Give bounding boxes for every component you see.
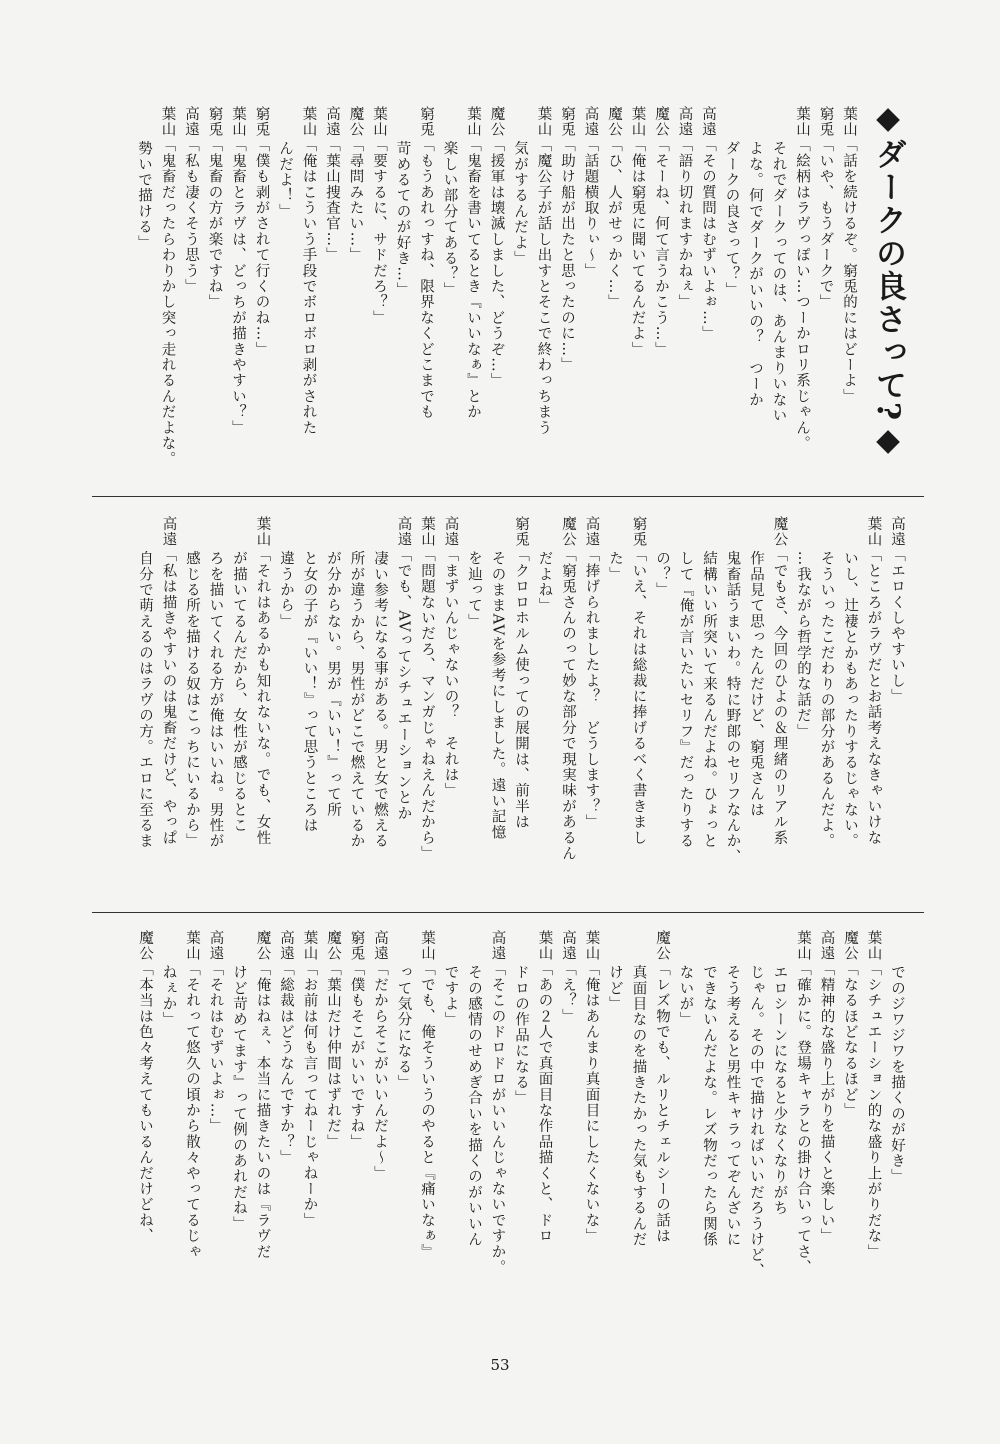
speaker-name: 高遠: [818, 930, 835, 962]
dialogue-line: [368, 516, 392, 892]
dialogue-block-top: [108, 106, 860, 486]
dialogue-line: [767, 930, 791, 1306]
dialogue-text: ろを描いてくれる方が俺はいいね。男性が: [207, 550, 224, 850]
dialogue-text: を辿って」: [466, 550, 482, 630]
dialogue-text: 「それはむずいよぉ…」: [207, 961, 224, 1135]
dialogue-text: 「語り切れますかねぇ」: [676, 137, 693, 311]
dialogue-text: 「尋問みたい…」: [347, 137, 364, 264]
dialogue-line: [415, 930, 439, 1306]
speaker-name: 高遠: [582, 106, 599, 138]
dialogue-text: 「葉山捜査官…」: [324, 137, 340, 264]
dialogue-text: が描いてるんだから、女性が感じるとこ: [231, 550, 247, 834]
speaker-name: 葉山: [865, 516, 882, 548]
speaker-name: 葉山: [184, 930, 200, 962]
dialogue-line: [156, 516, 180, 892]
dialogue-text: 「お前は何も言ってねーじゃねーか」: [301, 961, 318, 1229]
dialogue-text: 「確かに。登場キャラとの掛け合いってさ、: [795, 961, 811, 1276]
dialogue-line: [603, 930, 627, 1306]
speaker-name: 魔公: [488, 106, 505, 138]
speaker-name: 魔公: [653, 106, 669, 138]
dialogue-text: ダークの良さって？」: [723, 140, 740, 298]
dialogue-text: いし、辻褄とかもあったりするじゃない。: [842, 550, 858, 850]
speaker-name: 高遠: [560, 930, 576, 962]
dialogue-text: 違うから」: [278, 550, 294, 630]
speaker-name: 葉山: [536, 930, 553, 962]
dialogue-text: 所が違うから、男性がどこで燃えているか: [348, 550, 365, 850]
dialogue-line: [673, 516, 697, 892]
speaker-name: 高遠: [676, 106, 693, 138]
speaker-name: 高遠: [395, 516, 412, 548]
dialogue-line: [861, 930, 885, 1306]
dialogue-line: [649, 106, 673, 486]
dialogue-line: [885, 930, 909, 1306]
dialogue-line: [227, 516, 251, 892]
dialogue-line: [296, 106, 320, 486]
dialogue-line: [626, 930, 650, 1306]
dialogue-text: 「でも、AVってシチュエーションとか: [395, 547, 412, 822]
dialogue-line: [437, 106, 461, 486]
dialogue-text: 「総裁はどうなんですか？」: [278, 961, 294, 1166]
dialogue-text: 「鬼畜の方が楽ですね」: [206, 137, 223, 311]
speaker-name: 葉山: [465, 106, 481, 138]
speaker-name: 高遠: [278, 930, 294, 962]
dialogue-text: 自分で萌えるのはラヴの方。エロに至るま: [137, 550, 153, 850]
dialogue-text: が分からない。男が『いい！』って所: [325, 550, 341, 818]
dialogue-text: ですよ」: [442, 964, 459, 1028]
divider-line: [92, 912, 924, 913]
dialogue-text: 「でも、俺そういうのやると『痛いなぁ』: [419, 961, 435, 1260]
dialogue-line: [391, 930, 415, 1306]
dialogue-text: その感情のせめぎ合いを描くのがいいん: [466, 964, 482, 1248]
speaker-name: 窮兎: [206, 106, 223, 138]
dialogue-line: [743, 106, 767, 486]
dialogue-line: [603, 516, 627, 892]
dialogue-line: [650, 516, 674, 892]
dialogue-line: [719, 106, 743, 486]
dialogue-text: 「あの２人で真面目な作品描くと、ドロ: [536, 961, 553, 1245]
dialogue-line: [697, 516, 721, 892]
dialogue-text: 「シチュエーション的な盛り上がりだな」: [865, 961, 882, 1260]
dialogue-line: [578, 106, 602, 486]
dialogue-text: 「問題ないだろ、マンガじゃねえんだから」: [419, 547, 435, 862]
dialogue-text: 「でもさ、今回のひよの＆理緒のリアル系: [771, 547, 788, 846]
dialogue-line: [720, 930, 744, 1306]
dialogue-text: 「それはあるかも知れないな。でも、女性: [254, 547, 271, 846]
dialogue-text: 鬼畜話うまいわ。特に野郎のセリフなんか、: [724, 550, 741, 865]
speaker-name: 窮兎: [817, 106, 834, 138]
dialogue-text: 「その質問はむずいよぉ…」: [700, 137, 716, 342]
speaker-name: 魔公: [560, 516, 576, 548]
speaker-name: 高遠: [700, 106, 716, 138]
dialogue-line: [133, 516, 157, 892]
dialogue-text: んだよ！」: [277, 140, 293, 220]
speaker-name: 葉山: [629, 106, 646, 138]
dialogue-text: 「いえ、それは総裁に捧げるべく書きまし: [630, 547, 647, 846]
speaker-name: 葉山: [159, 106, 176, 138]
dialogue-text: 感じる所を描ける奴はこっちにいるから」: [184, 550, 200, 850]
dialogue-line: [202, 106, 226, 486]
speaker-name: 魔公: [347, 106, 364, 138]
dialogue-text: 「鬼畜とラヴは、どっちが描きやすい？」: [230, 137, 246, 436]
dialogue-line: [791, 930, 815, 1306]
dialogue-text: それでダークってのは、あんまりいない: [770, 140, 787, 424]
dialogue-line: [391, 516, 415, 892]
speaker-name: 魔公: [606, 106, 622, 138]
dialogue-text: 「そこのドロドロがいいんじゃないですか。: [489, 961, 506, 1276]
dialogue-line: [297, 930, 321, 1306]
dialogue-text: ドロの作品になる」: [513, 964, 529, 1107]
dialogue-line: [203, 516, 227, 892]
dialogue-line: [885, 516, 909, 892]
dialogue-text: 「鬼畜を書いてるとき『いいなぁ』とか: [465, 137, 481, 421]
speaker-name: 葉山: [795, 930, 811, 962]
speaker-name: 葉山: [794, 106, 810, 138]
dialogue-text: 「だからそこがいいんだよ〜」: [372, 961, 388, 1182]
dialogue-line: [297, 516, 321, 892]
page-number: 53: [490, 1356, 510, 1374]
dialogue-text: 「助け船が出たと思ったのに…」: [559, 137, 575, 373]
speaker-name: 魔公: [771, 516, 788, 548]
speaker-name: 魔公: [842, 930, 858, 962]
dialogue-line: [672, 106, 696, 486]
dialogue-text: 「いや、もうダークで」: [817, 137, 834, 311]
dialogue-text: だよね」: [536, 550, 553, 614]
dialogue-line: [555, 106, 579, 486]
speaker-name: 高遠: [324, 106, 340, 138]
dialogue-line: [203, 930, 227, 1306]
speaker-name: 葉山: [535, 106, 552, 138]
dialogue-line: [837, 106, 861, 486]
dialogue-text: 「葉山だけ仲間はずれだ」: [325, 961, 341, 1150]
dialogue-line: [390, 106, 414, 486]
speaker-name: 葉山: [841, 106, 857, 138]
dialogue-text: と女の子が『いい！』って思うところは: [301, 550, 318, 834]
dialogue-line: [766, 106, 790, 486]
dialogue-text: そういったこだわりの部分があるんだよ。: [818, 550, 835, 850]
dialogue-line: [791, 516, 815, 892]
speaker-name: 魔公: [654, 930, 670, 962]
dialogue-text: 「魔公子が話し出すとそこで終わっちまう: [535, 137, 552, 436]
dialogue-line: [720, 516, 744, 892]
dialogue-text: 「ひ、人がせっかく…」: [606, 137, 622, 311]
dialogue-line: [532, 930, 556, 1306]
dialogue-line: [813, 106, 837, 486]
dialogue-text: 「窮兎さんのって妙な部分で現実味があるん: [560, 547, 576, 862]
speaker-name: 窮兎: [348, 930, 365, 962]
dialogue-text: 「俺はあんまり真面目にしたくないな」: [583, 961, 600, 1245]
dialogue-text: 「エロくしやすいし」: [889, 547, 905, 705]
dialogue-line: [556, 930, 580, 1306]
dialogue-text: 「まずいんじゃないの？ それは」: [442, 547, 459, 799]
dialogue-text: 楽しい部分てある？」: [441, 140, 458, 298]
speaker-name: 高遠: [489, 930, 506, 962]
dialogue-line: [696, 106, 720, 486]
dialogue-line: [227, 930, 251, 1306]
dialogue-line: [485, 930, 509, 1306]
dialogue-line: [579, 516, 603, 892]
dialogue-line: [462, 516, 486, 892]
dialogue-text: ないが」: [677, 964, 694, 1028]
dialogue-text: エロシーンになると少なくなりがち: [771, 964, 788, 1216]
dialogue-text: けど苛めてます』って例のあれだね」: [231, 964, 247, 1232]
dialogue-line: [226, 106, 250, 486]
dialogue-line: [861, 516, 885, 892]
dialogue-line: [579, 930, 603, 1306]
speaker-name: 葉山: [300, 106, 317, 138]
dialogue-line: [790, 106, 814, 486]
speaker-name: 高遠: [372, 930, 388, 962]
speaker-name: 高遠: [442, 516, 459, 548]
dialogue-text: 「もうあれっすね、限界なくどこまでも: [418, 137, 434, 421]
dialogue-line: [273, 106, 297, 486]
dialogue-line: [602, 106, 626, 486]
dialogue-text: 「それって悠久の頃から散々やってるじゃ: [184, 961, 200, 1260]
dialogue-text: 凄い参考になる事がある。男と女で燃える: [372, 550, 388, 850]
dialogue-line: [180, 516, 204, 892]
dialogue-line: [509, 930, 533, 1306]
speaker-name: 高遠: [583, 516, 600, 548]
dialogue-text: 「要するに、サドだろ？」: [371, 137, 387, 326]
dialogue-text: 「ところがラヴだとお話考えなきゃいけな: [865, 547, 882, 846]
dialogue-text: 「鬼畜だったらわりかし突っ走れるんだよな。: [159, 137, 176, 468]
speaker-name: 窮兎: [559, 106, 575, 138]
speaker-name: 魔公: [325, 930, 341, 962]
dialogue-line: [697, 930, 721, 1306]
dialogue-block-bottom: [108, 930, 908, 1306]
dialogue-text: 勢いで描ける」: [136, 140, 152, 251]
dialogue-text: 作品見て思ったんだけど、窮兎さんは: [748, 550, 764, 818]
dialogue-line: [838, 516, 862, 892]
dialogue-line: [438, 516, 462, 892]
dialogue-line: [321, 930, 345, 1306]
dialogue-line: [484, 106, 508, 486]
dialogue-line: [532, 516, 556, 892]
dialogue-text: じゃん。その中で描ければいいだろうけど、: [748, 964, 764, 1279]
dialogue-text: 「絵柄はラヴっぽい…つーかロリ系じゃん。: [794, 137, 810, 452]
speaker-name: 葉山: [371, 106, 387, 138]
dialogue-line: [744, 930, 768, 1306]
dialogue-text: 真面目なのを描きたかった気もするんだ: [630, 964, 647, 1248]
dialogue-line: [156, 930, 180, 1306]
dialogue-text: 「私も凄くそう思う」: [183, 137, 199, 295]
dialogue-text: よな。何でダークがいいの？ つーか: [747, 140, 763, 408]
dialogue-text: 「援軍は壊滅しました、どうぞ…」: [488, 137, 505, 389]
speaker-name: 窮兎: [630, 516, 647, 548]
dialogue-line: [344, 516, 368, 892]
dialogue-line: [626, 516, 650, 892]
speaker-name: 高遠: [183, 106, 199, 138]
dialogue-line: [415, 516, 439, 892]
dialogue-line: [744, 516, 768, 892]
dialogue-line: [531, 106, 555, 486]
dialogue-line: [321, 516, 345, 892]
dialogue-text: けど」: [607, 964, 623, 1012]
dialogue-text: 「僕もそこがいいですね」: [348, 961, 365, 1150]
dialogue-text: 「え？」: [560, 961, 576, 1025]
dialogue-text: でのジワジワを描くのが好き」: [889, 964, 905, 1185]
dialogue-line: [344, 930, 368, 1306]
dialogue-line: [250, 930, 274, 1306]
dialogue-text: して『俺が言いたいセリフ』だったりする: [677, 550, 694, 850]
dialogue-text: 結構いい所突いて来るんだよね。ひょっと: [701, 550, 717, 850]
speaker-name: 高遠: [207, 930, 224, 962]
speaker-name: 窮兎: [513, 516, 529, 548]
speaker-name: 高遠: [889, 516, 905, 548]
dialogue-text: 「そーね、何て言うかこう…」: [653, 137, 669, 358]
dialogue-text: の？」: [654, 550, 670, 598]
dialogue-line: [838, 930, 862, 1306]
dialogue-text: 「俺はこういう手段でボロボロ剥がされた: [300, 137, 317, 436]
dialogue-text: って気分になる」: [395, 964, 412, 1091]
dialogue-line: [767, 516, 791, 892]
dialogue-text: できないんだよな。レズ物だったら関係: [701, 964, 717, 1248]
dialogue-line: [462, 930, 486, 1306]
dialogue-line: [367, 106, 391, 486]
dialogue-line: [509, 516, 533, 892]
dialogue-text: 「精神的な盛り上がりを描くと楽しい」: [818, 961, 835, 1245]
dialogue-line: [179, 106, 203, 486]
dialogue-line: [133, 930, 157, 1306]
speaker-name: 葉山: [301, 930, 318, 962]
dialogue-line: [250, 516, 274, 892]
speaker-name: 窮兎: [418, 106, 434, 138]
dialogue-text: 「僕も剥がされて行くのね…」: [253, 137, 270, 358]
dialogue-line: [343, 106, 367, 486]
dialogue-text: 「私は描きやすいのは鬼畜だけど、やっぱ: [160, 547, 177, 846]
dialogue-line: [274, 516, 298, 892]
section-heading: ◆ダークの良さって?◆: [870, 100, 906, 461]
speaker-name: 葉山: [583, 930, 600, 962]
dialogue-line: [180, 930, 204, 1306]
dialogue-text: そのままAVを参考にしました。遠い記憶: [489, 550, 506, 841]
dialogue-text: ねぇか」: [160, 964, 177, 1028]
dialogue-line: [414, 106, 438, 486]
dialogue-line: [508, 106, 532, 486]
dialogue-line: [814, 516, 838, 892]
divider-line: [92, 496, 924, 497]
dialogue-line: [132, 106, 156, 486]
speaker-name: 葉山: [254, 516, 271, 548]
dialogue-text: 「レズ物でも、ルリとチェルシーの話は: [654, 961, 670, 1245]
dialogue-line: [438, 930, 462, 1306]
dialogue-line: [461, 106, 485, 486]
dialogue-text: 気がするんだよ」: [512, 140, 528, 267]
speaker-name: 高遠: [160, 516, 177, 548]
speaker-name: 魔公: [137, 930, 153, 962]
dialogue-line: [673, 930, 697, 1306]
dialogue-text: 「捧げられましたよ？ どうします？」: [583, 547, 600, 831]
dialogue-line: [320, 106, 344, 486]
speaker-name: 葉山: [419, 516, 435, 548]
speaker-name: 葉山: [419, 930, 435, 962]
dialogue-line: [274, 930, 298, 1306]
dialogue-line: [814, 930, 838, 1306]
dialogue-line: [368, 930, 392, 1306]
dialogue-text: 「なるほどなるほど」: [842, 961, 858, 1119]
dialogue-text: 「俺は窮兎に聞いてるんだよ」: [629, 137, 646, 358]
speaker-name: 葉山: [865, 930, 882, 962]
speaker-name: 魔公: [254, 930, 271, 962]
dialogue-text: た」: [607, 550, 623, 583]
dialogue-text: 「話を続けるぞ。窮兎的にはどーよ」: [841, 137, 857, 405]
dialogue-line: [650, 930, 674, 1306]
dialogue-line: [155, 106, 179, 486]
dialogue-line: [249, 106, 273, 486]
dialogue-text: 「俺はねぇ、本当に描きたいのは『ラヴだ: [254, 961, 271, 1260]
dialogue-text: 苛めるてのが好き…」: [394, 140, 411, 298]
dialogue-text: 「本当は色々考えてもいるんだけどね、: [137, 961, 153, 1245]
dialogue-block-middle: [108, 516, 908, 892]
dialogue-text: …我ながら哲学的な話だ」: [795, 550, 811, 740]
dialogue-text: そう考えると男性キャラってぞんざいに: [724, 964, 741, 1248]
dialogue-text: 「話題横取りぃ〜」: [582, 137, 599, 279]
dialogue-line: [625, 106, 649, 486]
dialogue-text: 「クロロホルム使っての展開は、前半は: [513, 547, 529, 831]
dialogue-line: [485, 516, 509, 892]
dialogue-line: [556, 516, 580, 892]
speaker-name: 葉山: [230, 106, 246, 138]
speaker-name: 窮兎: [253, 106, 270, 138]
